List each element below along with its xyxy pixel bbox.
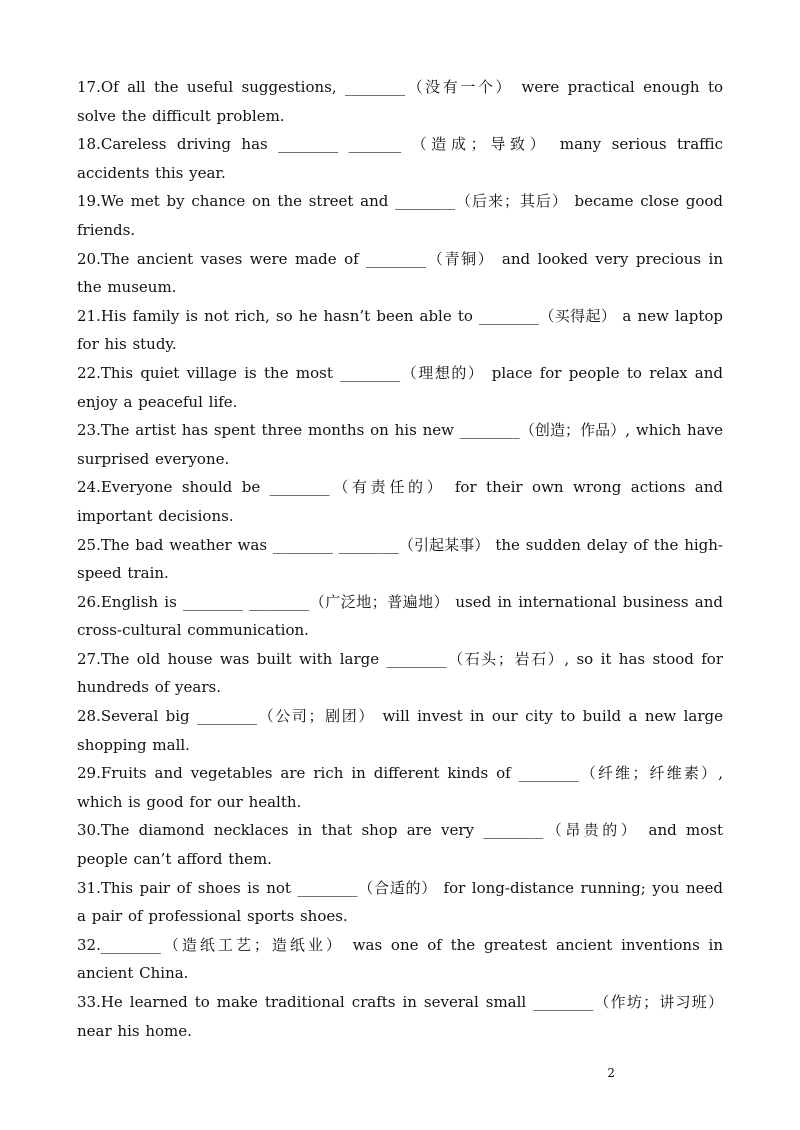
question-21: 21.His family is not rich, so he hasn’t been able to ________（买得起） a new laptop for his study. <box>77 306 723 354</box>
question-30: 30.The diamond necklaces in that shop are very ________（昂贵的） and most people can’t afford them. <box>77 821 723 869</box>
question-29: 29.Fruits and vegetables are rich in different kinds of ________（纤维；纤维素）, which is good for our health. <box>77 764 723 811</box>
question-20: 20.The ancient vases were made of ________（青铜） and looked very precious in the museum. <box>77 249 723 297</box>
question-18: 18.Careless driving has ________ _______ （造成；导致） many serious traffic accidents this year. <box>77 135 723 182</box>
question-33: 33.He learned to make traditional crafts in several small ________（作坊；讲习班） near his home. <box>77 993 723 1040</box>
exercise-page <box>77 73 723 1045</box>
question-19: 19.We met by chance on the street and ________（后来；其后） became close good friends. <box>77 192 723 239</box>
question-26: 26.English is ________ ________（广泛地；普遍地） used in international business and cross-cultural communication. <box>77 592 723 640</box>
question-28: 28.Several big ________（公司；剧团） will invest in our city to build a new large shopping mall. <box>77 707 723 754</box>
question-17: 17.Of all the useful suggestions, ________（没有一个） were practical enough to solve the difficult problem. <box>77 78 723 125</box>
question-31: 31.This pair of shoes is not ________（合适的） for long-distance running; you need a pair of professional sports shoes. <box>77 878 723 926</box>
question-27: 27.The old house was built with large ________（石头；岩石）, so it has stood for hundreds of years. <box>77 649 723 697</box>
page-number: 2 <box>607 1066 615 1080</box>
question-25: 25.The bad weather was ________ ________（引起某事） the sudden delay of the high-speed train. <box>77 535 723 583</box>
question-22: 22.This quiet village is the most ________（理想的） place for people to relax and enjoy a peaceful life. <box>77 363 723 411</box>
question-32: 32.________（造纸工艺；造纸业） was one of the greatest ancient inventions in ancient China. <box>77 935 723 983</box>
question-24: 24.Everyone should be ________（有责任的） for their own wrong actions and important decisions. <box>77 478 723 525</box>
question-23: 23.The artist has spent three months on his new ________（创造；作品）, which have surprised everyone. <box>77 421 723 468</box>
